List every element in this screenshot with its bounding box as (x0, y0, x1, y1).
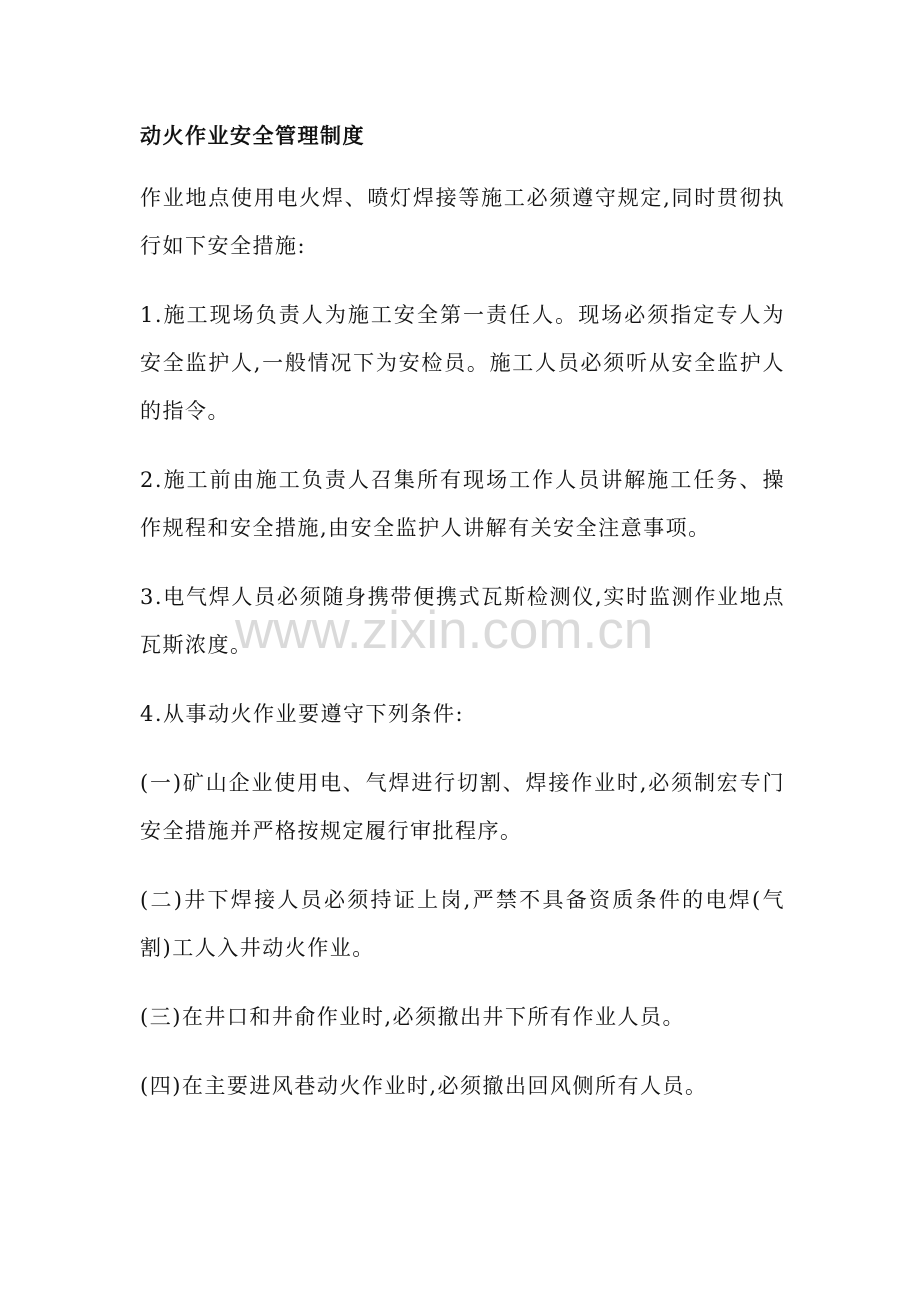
paragraph-item-3: 3.电气焊人员必须随身携带便携式瓦斯检测仪,实时监测作业地点瓦斯浓度。 (140, 585, 785, 657)
paragraph-item-1: 1.施工现场负责人为施工安全第一责任人。现场必须指定专人为安全监护人,一般情况下为安检员。施工人员必须听从安全监护人的指令。 (140, 303, 785, 423)
watermark: www.zixin.com.cn (235, 601, 654, 660)
paragraph-condition-4: (四)在主要进风巷动火作业时,必须撤出回风侧所有人员。 (140, 1074, 708, 1098)
paragraph-intro: 作业地点使用电火焊、喷灯焊接等施工必须遵守规定,同时贯彻执行如下安全措施: (140, 186, 785, 258)
paragraph-condition-3: (三)在井口和井俞作业时,必须撤出井下所有作业人员。 (140, 1005, 686, 1029)
document-title: 动火作业安全管理制度 (140, 123, 365, 148)
document-body (140, 112, 785, 1131)
paragraph-condition-1: (一)矿山企业使用电、气焊进行切割、焊接作业时,必须制宏专门安全措施并严格按规定履行审批程序。 (140, 771, 785, 843)
paragraph-condition-2: (二)井下焊接人员必须持证上岗,严禁不具备资质条件的电焊(气割)工人入井动火作业。 (140, 888, 785, 960)
paragraph-item-2: 2.施工前由施工负责人召集所有现场工作人员讲解施工任务、操作规程和安全措施,由安全监护人讲解有关安全注意事项。 (140, 468, 785, 540)
paragraph-item-4: 4.从事动火作业要遵守下列条件: (140, 702, 465, 726)
